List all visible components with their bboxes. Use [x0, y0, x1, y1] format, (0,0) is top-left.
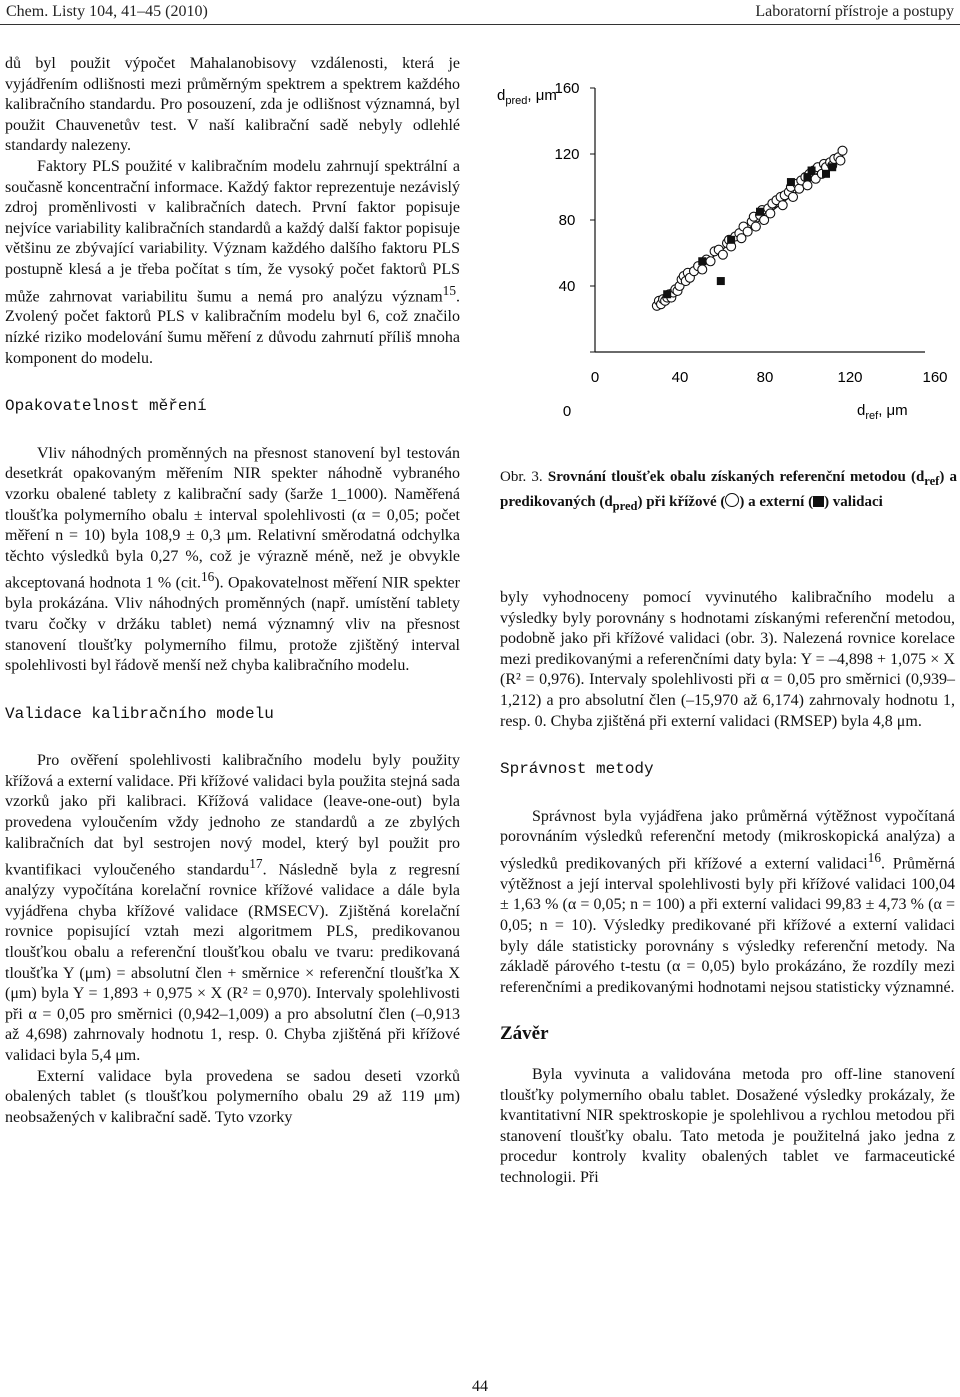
cross-validation-point	[789, 192, 798, 201]
scatter-chart	[495, 70, 960, 430]
heading-validation: Validace kalibračního modelu	[5, 704, 274, 723]
x-tick-label: 40	[671, 369, 689, 386]
paragraph-external-results: byly vyhodnoceny pomocí vyvinutého kalibračního modelu a výsledky byly porovnány s hodnotami získanými referenční metodou, podobně jako při křížové validaci (obr. 3). Nalezená rovnice korelace mezi predikovanými a referenčními daty byla: Y = –4,898 + 1,075 × X (R² = 0,976). Intervaly spolehlivosti při α = 0,05 pro směrnici (0,939–1,212) a pro absolutní člen (–15,970 až 6,174) zahrnovaly hodnotu 1, resp. 0. Chyba zjištěná při externí validaci (RMSEP) byla 4,8 μm.	[500, 589, 955, 730]
cross-validation-point	[803, 181, 812, 190]
circle-marker-icon	[725, 493, 739, 507]
external-validation-point	[787, 178, 795, 186]
cross-validation-point	[743, 227, 752, 236]
cross-validation-point	[751, 222, 760, 231]
paragraph-repeatability: Vliv náhodných proměnných na přesnost stanovení byl testován desetkrát opakovaným měřením NIR spekter náhodně vybraného vzorku obalené tablety z kalibrační sady (šarže 1_1000). Naměřená tloušťka polymerního obalu ± interval spolehlivosti (α = 0,05; počet měření n = 10) byla 108,9 ± 0,3 μm. Relativní směrodatná odchylka těchto výsledků byla 0,27 %, což je výrazně méně, než je obvykle akceptovaná hodnota 1 % (cit.$^{16}$). Opakovatelnost měření NIR spekter byla prokázána. Vliv náhodných proměnných (např. umístění tablety tvaru čočky v držáku tablet) nemá významný vliv na přesnost stanovení tloušťky polymerního filmu, protože zjištěný interval spolehlivosti byl řádově menší než chyba kalibračního modelu.	[5, 444, 460, 675]
caption-text: Srovnání tloušťek obalu získaných referenční metodou $(d_{ref})$ a predikovaných $(d_{pred})$ při křížové ( ) a externí ( ) validaci	[500, 469, 958, 513]
cross-validation-point	[706, 257, 715, 266]
caption-label: Obr. 3.	[500, 469, 543, 485]
citation-sup: 15	[442, 282, 456, 298]
heading-accuracy: Správnost metody	[500, 760, 654, 779]
external-validation-point	[717, 277, 725, 285]
y-tick-label: 40	[558, 278, 576, 295]
citation-sup: 16	[867, 849, 881, 865]
right-column	[500, 588, 955, 1189]
data-points	[652, 146, 847, 310]
x-tick-label: 160	[922, 369, 948, 386]
external-validation-point	[828, 163, 836, 171]
cross-validation-point	[838, 146, 847, 155]
external-validation-point	[663, 290, 671, 298]
x-tick-labels	[591, 369, 948, 386]
paragraph-conclusion: Byla vyvinuta a validována metoda pro off-line stanovení tloušťky polymerního obalu tablet. Dosažené výsledky prokázaly, že kvantitativní NIR spektroskopie je spolehlivou a rychlou metodou při stanovení tloušťky obalu. Tato metoda je použitelná jako jedna z procedur kontroly kvality obalených tablet ve farmaceutické technologii. Při	[500, 1066, 955, 1186]
header-rule	[0, 24, 960, 25]
cross-validation-point	[718, 250, 727, 259]
x-tick-label: 0	[590, 369, 600, 386]
paragraph-external-validation: Externí validace byla provedena se sadou deseti vzorků obalených tablet (s tloušťkou polymerního obalu 29 až 119 μm) neobsažených v kalibrační sadě. Tyto vzorky	[5, 1067, 460, 1126]
y-axis-label: $d_{pred}$, μm	[497, 87, 557, 107]
journal-citation: Chem. Listy 104, 41–45 (2010)	[6, 3, 208, 20]
cross-validation-point	[698, 265, 707, 274]
x-axis-label: $d_{ref}$, μm	[857, 402, 908, 422]
citation-sup: 16	[200, 569, 215, 585]
cross-validation-point	[778, 201, 787, 210]
figure-caption	[500, 467, 957, 516]
paragraph-pls-factors: Faktory PLS použité v kalibračním modelu zahrnují spektrální a současně koncentrační informace. Každý faktor reprezentuje nezávislý zdroj proměnlivosti v kalibračních datech. První faktor popisuje nejvíce variability kalibračních standardů a každý další faktor popisuje většinu ze zbývající variability. Význam každého dalšího faktoru PLS postupně klesá a je třeba počítat s tím, že vysoký počet faktorů PLS může zahrnovat variabilitu šumu a nemá pro analýzu význam$^{15}$. Zvolený počet faktorů PLS v kalibračním modelu byl 6, což značilo nízké riziko modelování šumu měření z důvodu zahrnutí příliš mnoha komponent do modelu.	[5, 157, 460, 367]
y-tick-labels	[554, 80, 579, 420]
y-tick-label: 80	[558, 212, 576, 229]
heading-repeatability: Opakovatelnost měření	[5, 397, 207, 416]
cross-validation-point	[766, 209, 775, 218]
paragraph-mahalanobis: dů byl použit výpočet Mahalanobisovy vzdálenosti, která je vyjádřením odlišnosti mezi průměrným spektrem a spektrem každého kalibračního standardu. Pro posouzení, zda je odlišnost významná, byl použit Chauvenetův test. V naší kalibrační sadě nebyly odlehlé standardy nalezeny.	[5, 55, 460, 155]
y-tick-label: 120	[554, 146, 580, 163]
external-validation-point	[808, 167, 816, 175]
x-tick-label: 120	[837, 369, 863, 386]
y-tick-label: 0	[562, 403, 572, 420]
cross-validation-point	[795, 184, 804, 193]
square-marker-icon	[813, 496, 824, 507]
external-validation-point	[727, 236, 735, 244]
section-title: Laboratorní přístroje a postupy	[755, 3, 954, 20]
y-tick-label: 160	[554, 80, 580, 97]
external-validation-point	[756, 208, 764, 216]
page-number: 44	[472, 1378, 488, 1395]
left-column	[5, 54, 460, 1128]
x-tick-label: 80	[756, 369, 774, 386]
cross-validation-point	[836, 156, 845, 165]
paragraph-cross-validation: Pro ověření spolehlivosti kalibračního modelu byly použity křížová a externí validace. Při křížové validaci byla použita stejná sada vzorků jako při kalibraci. Křížová validace (leave-one-out) byla provedena vyloučením vždy jednoho ze standardů a ze zbylých kalibračních dat byl sestrojen nový model, který byl použit pro kvantifikaci vyloučeného standardu$^{17}$. Následně byla z regresní analýzy vypočítána korelační rovnice křížové validace a dále byla vyjádřena chyba křížové validace (RMSECV). Zjištěná korelační rovnice popisující vztah mezi algoritmem PLS, predikovanou tloušťkou obalu a referenční tloušťkou obalu ve tvaru: predikovaná tloušťka Y (μm) = absolutní člen + směrnice × referenční tloušťka X (μm) byla Y = 1,893 + 0,975 × X (R² = 0,970). Intervaly spolehlivosti při α = 0,05 pro směrnici (0,942–1,009) a pro absolutní člen (–0,913 až 4,698) zahrnovaly hodnotu 1, resp. 0. Chyba zjištěná při křížové validaci byla 5,4 μm.	[5, 752, 460, 1064]
citation-sup: 17	[249, 856, 263, 872]
heading-conclusion: Závěr	[500, 1023, 549, 1045]
external-validation-point	[698, 257, 706, 265]
paragraph-accuracy: Správnost byla vyjádřena jako průměrná výtěžnost vypočítaná porovnáním výsledků referenční metody (mikroskopická analýza) a výsledků predikovaných při křížové a externí validaci$^{16}$. Průměrná výtěžnost a její interval spolehlivosti byly při křížové validaci 100,04 ± 1,63 % (α = 0,05; n = 100) a při externí validaci 99,83 ± 4,73 % (α = 0,05; n = 10). Výsledky predikované při křížové a externí validaci byly dále statisticky porovnány s výsledky referenční metody. Na základě párového t-testu (α = 0,05) bylo prokázáno, že rozdíly mezi referenčními a predikovanými hodnotami nejsou statisticky významné.	[500, 807, 956, 996]
running-header	[0, 0, 960, 26]
